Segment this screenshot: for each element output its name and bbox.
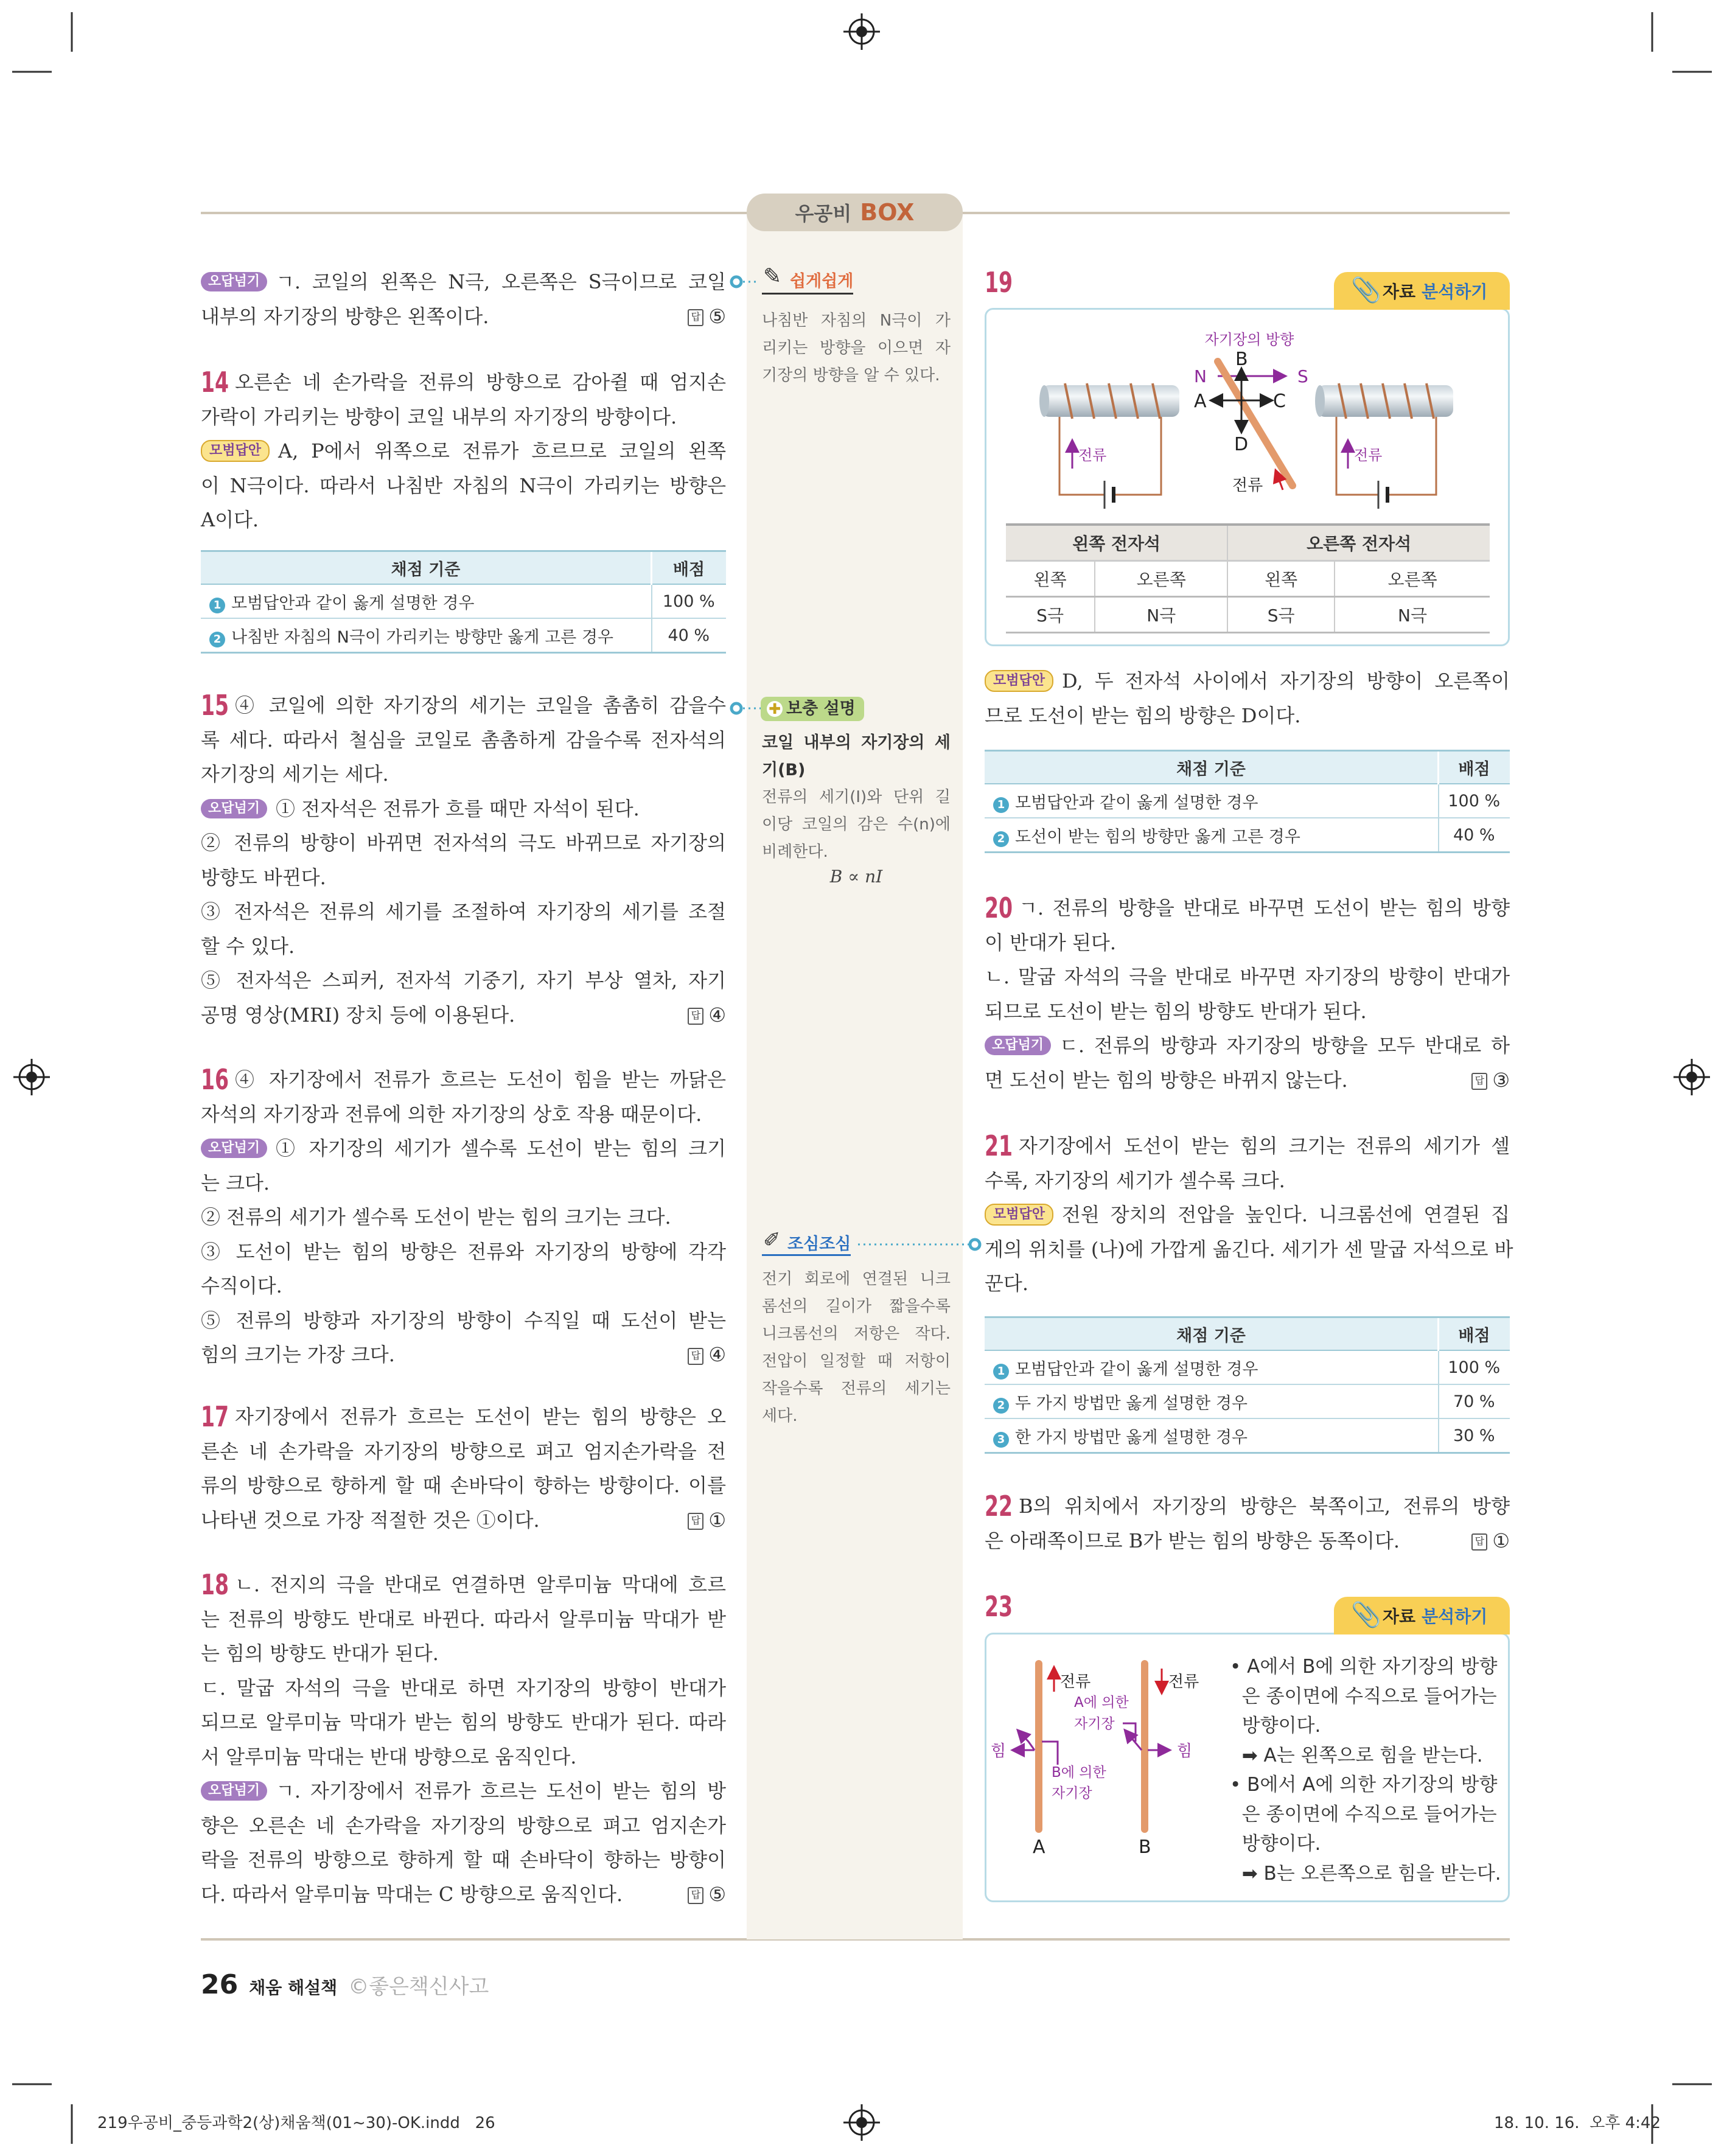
text-line: 세다.: [762, 1407, 798, 1425]
field-label: 자기장: [1052, 1785, 1092, 1801]
current-label: 전류: [1354, 447, 1383, 464]
text-line: 방향이다.: [1230, 1715, 1321, 1737]
answer-14: [201, 365, 726, 537]
page-footer: [201, 1969, 489, 2000]
text-line: [201, 1636, 726, 1671]
text-line: [201, 895, 726, 929]
line-text: 는 힘의 방향도 반대가 된다.: [201, 1642, 439, 1665]
text-line: [985, 1232, 1513, 1267]
table-header: 채점 기준: [985, 751, 1439, 784]
points: 40 %: [1439, 818, 1510, 853]
text-line: [985, 1266, 1510, 1301]
force-label: 힘: [991, 1742, 1007, 1760]
table-row: [985, 818, 1510, 853]
line-text: 는 크다.: [201, 1171, 270, 1195]
paperclip-icon: 📎: [1351, 1601, 1381, 1629]
line-text: ② 전류의 세기가 셀수록 도선이 받는 힘의 크기는 크다.: [201, 1205, 671, 1229]
plus-icon: ✚: [767, 701, 783, 717]
text-line: 기장의 방향을 알 수 있다.: [762, 366, 940, 385]
scoring-table-14: [201, 550, 726, 654]
line-text: 류의 방향으로 향하게 할 때 손바닥이 향하는 방향이다. 이를: [201, 1474, 726, 1497]
line-text: 내부의 자기장의 방향은 왼쪽이다.: [201, 304, 489, 328]
direction-b-label: B: [1235, 349, 1248, 370]
text-line: [201, 963, 726, 998]
text-line: [201, 723, 726, 758]
line-text: ⑤ 전자석은 스피커, 전자석 기중기, 자기 부상 열차, 자기: [201, 969, 726, 992]
text-line: [201, 1434, 726, 1469]
number-marker: 2: [209, 632, 225, 647]
tab-label: 자료: [1383, 282, 1416, 302]
table-cell: 왼쪽: [1227, 561, 1335, 597]
answer-icon: 답: [1471, 1533, 1487, 1551]
number-marker: 2: [993, 831, 1009, 847]
points: 40 %: [652, 618, 727, 653]
text-line: [201, 1705, 726, 1740]
supplement-label: [761, 697, 864, 721]
current-label: 전류: [1060, 1673, 1091, 1691]
current-label: 전류: [1232, 476, 1263, 495]
criterion: 모범답안과 같이 옳게 설명한 경우: [231, 593, 475, 613]
text-line: [985, 664, 1510, 699]
table-cell: S극: [1227, 597, 1335, 633]
answer-value: ①: [708, 1508, 726, 1532]
text-line: 작을수록 전류의 세기는: [762, 1380, 951, 1398]
box-label-accent: BOX: [860, 199, 915, 226]
text-line: [201, 1166, 726, 1201]
text-line: [985, 1198, 1510, 1232]
criterion: 두 가지 방법만 옳게 설명한 경우: [1015, 1394, 1248, 1413]
caution-title: 조심조심: [787, 1235, 851, 1254]
conductor-rod: [1218, 361, 1293, 486]
text-line: [201, 1235, 726, 1269]
text-line: [201, 826, 726, 860]
answer-16: [201, 1062, 726, 1372]
text-line: [985, 1129, 1510, 1163]
answer-badge: 오답넘기: [201, 272, 267, 291]
left-electromagnet: [1039, 383, 1179, 509]
easy-tip-body: [762, 307, 951, 389]
line-text: 은 아래쪽이므로 B가 받는 힘의 방향은 동쪽이다.: [985, 1529, 1400, 1552]
table-cell: N극: [1095, 597, 1227, 633]
direction-a-label: A: [1194, 391, 1207, 412]
answer-18: [201, 1568, 726, 1911]
question-number-23: 23: [985, 1590, 1013, 1623]
line-text: 른손 네 손가락을 자기장의 방향으로 펴고 엄지손가락을 전: [201, 1439, 726, 1463]
text-line: • B에서 A에 의한 자기장의 방향: [1230, 1774, 1498, 1796]
line-text: ① 자기장의 세기가 셀수록 도선이 받는 힘의 크기: [276, 1137, 726, 1160]
question-number: 22: [985, 1490, 1013, 1523]
text-line: [201, 1269, 726, 1303]
direction-c-label: C: [1273, 391, 1286, 412]
field-label: 자기장: [1074, 1716, 1115, 1732]
line-text: 게의 위치를 (나)에 가깝게 옮긴다. 세기가 센 말굽 자석으로 바: [985, 1237, 1513, 1261]
line-text: 되므로 알루미늄 막대가 받는 힘의 방향도 반대가 된다. 따라: [201, 1711, 726, 1734]
line-text: 꾼다.: [985, 1272, 1028, 1295]
electromagnet-poles-table: [1006, 523, 1490, 633]
line-text: A, P에서 위쪽으로 전류가 흐르므로 코일의 왼쪽: [278, 439, 726, 462]
answer-icon: 답: [688, 309, 703, 326]
text-line: [201, 1131, 726, 1166]
line-text: 방향도 바뀐다.: [201, 865, 326, 889]
text-line: [201, 998, 726, 1033]
line-text: ㄴ. 말굽 자석의 극을 반대로 바꾸면 자기장의 방향이 반대가: [985, 965, 1510, 988]
line-text: 므로 도선이 받는 힘의 방향은 D이다.: [985, 703, 1301, 727]
table-row: [985, 1418, 1510, 1453]
question-number-19: 19: [985, 266, 1013, 299]
points: 30 %: [1439, 1418, 1510, 1453]
answer-icon: 답: [688, 1887, 703, 1904]
answer-20: [985, 891, 1510, 1097]
answer-badge: 모범답안: [985, 670, 1053, 692]
answer-19: [985, 664, 1510, 733]
criterion: 나침반 자침의 N극이 가리키는 방향만 옳게 고른 경우: [231, 627, 613, 647]
table-row: [985, 784, 1510, 818]
line-text: ① 전자석은 전류가 흐를 때만 자석이 된다.: [276, 797, 640, 820]
text-line: • A에서 B에 의한 자기장의 방향: [1230, 1656, 1498, 1678]
text-line: [985, 926, 1510, 960]
table-cell: N극: [1335, 597, 1490, 633]
answer-value: ④: [708, 1003, 726, 1027]
line-text: 는 전류의 방향도 반대로 바뀐다. 따라서 알루미늄 막대가 받: [201, 1607, 726, 1631]
supplement-body: [762, 784, 951, 866]
field-label: B에 의한: [1052, 1765, 1106, 1781]
paperclip-icon: 📎: [1351, 276, 1381, 304]
points: 100 %: [652, 584, 727, 618]
criterion: 모범답안과 같이 옳게 설명한 경우: [1015, 1359, 1258, 1379]
line-text: 오른손 네 손가락을 전류의 방향으로 감아쥘 때 엄지손: [235, 371, 726, 394]
line-text: 락을 전류의 방향으로 향하게 할 때 손바닥이 향하는 방향이: [201, 1848, 726, 1871]
line-text: ③ 도선이 받는 힘의 방향은 전류와 자기장의 방향에 각각: [201, 1240, 726, 1263]
line-text: ⑤ 전류의 방향과 자기장의 방향이 수직일 때 도선이 받는: [201, 1308, 726, 1332]
field-label: A에 의한: [1074, 1695, 1129, 1711]
answer-icon: 답: [1471, 1073, 1487, 1090]
question-number: 20: [985, 891, 1013, 924]
line-text: 가락이 가리키는 방향이 코일 내부의 자기장의 방향이다.: [201, 405, 677, 428]
text-line: [985, 1063, 1510, 1098]
text-line: [201, 1400, 726, 1434]
line-text: ㄷ. 전류의 방향과 자기장의 방향을 모두 반대로 하: [1059, 1034, 1510, 1057]
table-header: 배점: [652, 551, 727, 585]
data-analysis-tab: [1334, 1597, 1510, 1634]
answer-13-continued: [201, 265, 726, 333]
line-text: ㄱ. 전류의 방향을 반대로 바꾸면 도선이 받는 힘의 방향: [1019, 896, 1510, 919]
answer-badge: 오답넘기: [201, 1781, 267, 1801]
supplement-title: 보충 설명: [786, 699, 856, 718]
line-text: A이다.: [201, 508, 259, 531]
text-line: [985, 1489, 1510, 1524]
points: 100 %: [1439, 1350, 1510, 1384]
supplement-heading: [762, 729, 951, 784]
text-line: [201, 688, 726, 723]
text-line: [201, 929, 726, 964]
text-line: ➡ A는 왼쪽으로 힘을 받는다.: [1230, 1744, 1483, 1767]
scoring-table-19: [985, 750, 1510, 853]
line-text: 서 알루미늄 막대는 반대 방향으로 움직인다.: [201, 1745, 577, 1768]
text-line: ➡ B는 오른쪽으로 힘을 받는다.: [1230, 1862, 1501, 1885]
text-line: [201, 1468, 726, 1503]
answer-badge: 오답넘기: [201, 799, 267, 818]
table-row: [1006, 561, 1490, 597]
line-text: 수록, 자기장의 세기가 셀수록 크다.: [985, 1168, 1285, 1192]
answer-value: ③: [1492, 1068, 1510, 1092]
question-number: 16: [201, 1063, 229, 1096]
criterion: 한 가지 방법만 옳게 설명한 경우: [1015, 1428, 1248, 1447]
slug-date: 18. 10. 16. 오후 4:42: [1494, 2114, 1661, 2132]
number-marker: 2: [993, 1398, 1009, 1414]
text-line: 방향이다.: [1230, 1833, 1321, 1855]
answer-17: [201, 1400, 726, 1537]
answer-15: [201, 688, 726, 1032]
text-line: 전기 회로에 연결된 니크: [762, 1270, 951, 1288]
number-marker: 3: [993, 1432, 1009, 1448]
text-line: 나침반 자침의 N극이 가: [762, 312, 951, 330]
line-text: 자기장의 세기는 세다.: [201, 762, 389, 786]
line-text: 수직이다.: [201, 1274, 282, 1297]
line-text: 자기장에서 전류가 흐르는 도선이 받는 힘의 방향은 오: [235, 1405, 726, 1428]
text-line: 이당 코일의 감은 수(n)에: [762, 815, 951, 834]
table-row: [201, 584, 726, 618]
direction-d-label: D: [1234, 434, 1249, 455]
text-line: [985, 699, 1510, 733]
table-row: [1006, 597, 1490, 633]
answer-value: ①: [1492, 1529, 1510, 1552]
points: 100 %: [1439, 784, 1510, 818]
text-line: [985, 994, 1510, 1029]
number-marker: 1: [993, 1364, 1009, 1380]
text-line: [201, 434, 726, 469]
easy-tip-title: 쉽게쉽게: [790, 272, 854, 291]
text-line: [201, 1740, 726, 1774]
text-line: [201, 757, 726, 792]
watermark: ©좋은책신사고: [348, 1975, 489, 1999]
text-line: [201, 503, 726, 537]
line-text: 할 수 있다.: [201, 934, 295, 958]
force-label: 힘: [1177, 1742, 1193, 1760]
text-line: [985, 1163, 1510, 1198]
answer-22: [985, 1489, 1510, 1558]
line-text: 힘의 크기는 가장 크다.: [201, 1343, 395, 1366]
text-line: [201, 1568, 726, 1602]
text-line: [201, 1602, 726, 1637]
table-row: [985, 1350, 1510, 1384]
answer-icon: 답: [688, 1513, 703, 1530]
pen-icon: ✐: [763, 1228, 781, 1252]
pencil-icon: ✎: [763, 264, 782, 289]
table-header: 왼쪽 전자석: [1006, 525, 1227, 561]
text-line: [201, 1062, 726, 1097]
easy-tip-label: [762, 264, 854, 295]
text-line: [201, 1303, 726, 1338]
text-line: 전류의 세기(I)와 단위 길: [762, 788, 951, 806]
page-number: 26: [201, 1969, 239, 2000]
line-text: ㄱ. 코일의 왼쪽은 N극, 오른쪽은 S극이므로 코일: [276, 270, 726, 293]
text-line: 전압이 일정할 때 저항이: [762, 1352, 951, 1370]
line-text: 되므로 도선이 받는 힘의 방향도 반대가 된다.: [985, 999, 1367, 1023]
text-line: 롬선의 길이가 짧을수록: [762, 1297, 951, 1316]
text-line: [201, 1809, 726, 1843]
answer-marker: [1461, 1063, 1510, 1098]
text-line: [985, 1028, 1510, 1063]
line-text: 자기장에서 도선이 받는 힘의 크기는 전류의 세기가 셀: [1019, 1134, 1510, 1157]
answer-marker: [677, 1503, 726, 1538]
line-text: 공명 영상(MRI) 장치 등에 이용된다.: [201, 1003, 515, 1027]
line-text: 나타낸 것으로 가장 적절한 것은 ①이다.: [201, 1508, 540, 1532]
text-line: [201, 792, 726, 826]
table-row: [201, 618, 726, 653]
line-text: ④ 코일에 의한 자기장의 세기는 코일을 촘촘히 감을수: [235, 694, 726, 717]
question-number: 15: [201, 689, 229, 722]
wire-b-label: B: [1139, 1837, 1151, 1858]
text-line: 은 종이면에 수직으로 들어가는: [1230, 1803, 1497, 1826]
n-pole-label: N: [1194, 366, 1207, 386]
points: 70 %: [1439, 1384, 1510, 1418]
line-text: 록 세다. 따라서 철심을 코일로 촘촘하게 감을수록 전자석의: [201, 728, 726, 752]
answer-marker: [677, 1877, 726, 1912]
text-line: [201, 1774, 726, 1809]
tab-label-accent: 분석하기: [1422, 282, 1488, 302]
question-number: 14: [201, 366, 229, 399]
number-marker: 1: [209, 598, 225, 613]
right-electromagnet: [1315, 383, 1453, 509]
answer-marker: [677, 299, 726, 334]
text-line: [201, 469, 726, 503]
line-text: B의 위치에서 자기장의 방향은 북쪽이고, 전류의 방향: [1019, 1495, 1510, 1518]
line-text: ㄷ. 말굽 자석의 극을 반대로 하면 자기장의 방향이 반대가: [201, 1676, 726, 1700]
book-title: 채움 해설책: [249, 1978, 338, 1998]
caution-label: [762, 1230, 851, 1256]
answer-badge: 모범답안: [201, 440, 270, 462]
line-text: ③ 전자석은 전류의 세기를 조절하여 자기장의 세기를 조절: [201, 900, 726, 923]
line-text: ㄱ. 자기장에서 전류가 흐르는 도선이 받는 힘의 방: [276, 1779, 726, 1802]
text-line: [985, 891, 1510, 926]
question-number: 18: [201, 1568, 229, 1601]
table-header: 오른쪽 전자석: [1227, 525, 1490, 561]
line-text: 자석의 자기장과 전류에 의한 자기장의 상호 작용 때문이다.: [201, 1102, 702, 1126]
line-text: 다. 따라서 알루미늄 막대는 C 방향으로 움직인다.: [201, 1882, 623, 1906]
text-line: [201, 1097, 726, 1132]
tab-label-accent: 분석하기: [1422, 1607, 1488, 1627]
scoring-table-21: [985, 1316, 1510, 1454]
text-line: [201, 1843, 726, 1877]
text-line: [201, 1338, 726, 1372]
answer-marker: [677, 998, 726, 1033]
text-line: [201, 1200, 726, 1235]
line-text: 이 N극이다. 따라서 나침반 자침의 N극이 가리키는 방향은: [201, 473, 726, 497]
text-line: [201, 1671, 726, 1706]
text-line: [985, 960, 1510, 994]
box-label: 우공비: [795, 202, 852, 225]
text-line: [201, 299, 726, 334]
answer-marker: [677, 1338, 726, 1372]
line-text: D, 두 전자석 사이에서 자기장의 방향이 오른쪽이: [1062, 669, 1510, 693]
current-label: 전류: [1168, 1673, 1199, 1691]
text-line: [201, 400, 726, 434]
slug-file: 219우공비_중등과학2(상)채움책(01~30)-OK.indd 26: [97, 2114, 495, 2132]
text-line: [985, 1524, 1510, 1558]
caution-body: [762, 1266, 951, 1430]
table-header: 배점: [1439, 751, 1510, 784]
answer-badge: 오답넘기: [985, 1036, 1051, 1055]
line-text: 이 반대가 된다.: [985, 930, 1116, 954]
answer-badge: 모범답안: [985, 1204, 1053, 1226]
table-cell: 오른쪽: [1095, 561, 1227, 597]
text-line: 리키는 방향을 이으면 자: [762, 339, 951, 357]
line-text: 면 도선이 받는 힘의 방향은 바뀌지 않는다.: [985, 1068, 1348, 1092]
answer-icon: 답: [688, 1348, 703, 1365]
text-line: 비례한다.: [762, 843, 828, 861]
table-cell: 오른쪽: [1335, 561, 1490, 597]
line-text: ㄴ. 전지의 극을 반대로 연결하면 알루미늄 막대에 흐르: [235, 1573, 726, 1596]
answer-icon: 답: [688, 1008, 703, 1025]
formula: B ∝ nI: [829, 867, 883, 887]
line-text: ② 전류의 방향이 바뀌면 전자석의 극도 바뀌므로 자기장의: [201, 831, 726, 854]
number-marker: 1: [993, 797, 1009, 813]
answer-value: ⑤: [708, 1882, 726, 1906]
question-number: 21: [985, 1129, 1013, 1162]
wire-a-label: A: [1033, 1837, 1045, 1858]
text-line: 기(B): [762, 761, 806, 780]
line-text: ④ 자기장에서 전류가 흐르는 도선이 힘을 받는 까닭은: [235, 1068, 726, 1091]
current-label: 전류: [1078, 447, 1107, 464]
table-cell: S극: [1006, 597, 1095, 633]
criterion: 모범답안과 같이 옳게 설명한 경우: [1015, 793, 1258, 812]
table-cell: 왼쪽: [1006, 561, 1095, 597]
table-header: 배점: [1439, 1317, 1510, 1351]
tab-label: 자료: [1383, 1607, 1416, 1627]
table-row: [985, 1384, 1510, 1418]
text-line: [201, 860, 726, 895]
question-number: 17: [201, 1400, 229, 1433]
data-analysis-tab: [1334, 272, 1510, 310]
q23-explanation: [1230, 1652, 1501, 1888]
s-pole-label: S: [1297, 366, 1308, 386]
field-direction-label: 자기장의 방향: [1204, 331, 1294, 348]
text-line: 은 종이면에 수직으로 들어가는: [1230, 1685, 1497, 1708]
text-line: 코일 내부의 자기장의 세: [762, 733, 951, 752]
criterion: 도선이 받는 힘의 방향만 옳게 고른 경우: [1015, 827, 1300, 846]
table-header: 채점 기준: [985, 1317, 1439, 1351]
answer-21: [985, 1129, 1513, 1301]
text-line: [201, 365, 726, 400]
answer-badge: 오답넘기: [201, 1139, 267, 1158]
answer-value: ⑤: [708, 304, 726, 328]
text-line: 니크롬선의 저항은 작다.: [762, 1325, 951, 1343]
answer-marker: [1461, 1524, 1510, 1558]
line-text: 향은 오른손 네 손가락을 자기장의 방향으로 펴고 엄지손가: [201, 1813, 726, 1837]
text-line: [201, 265, 726, 299]
table-header: 채점 기준: [201, 551, 652, 585]
answer-value: ④: [708, 1343, 726, 1366]
text-line: [201, 1877, 726, 1912]
line-text: 전원 장치의 전압을 높인다. 니크롬선에 연결된 집: [1062, 1203, 1510, 1226]
text-line: [201, 1503, 726, 1538]
